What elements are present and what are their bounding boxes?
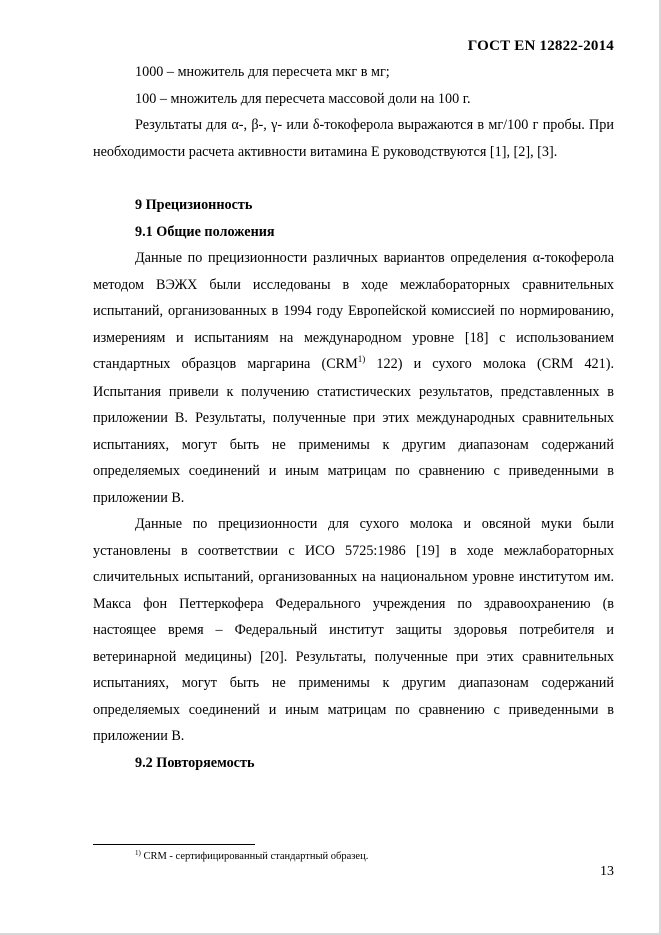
page-content [93,59,614,776]
section-heading-9-2: 9.2 Повторяемость [135,754,255,771]
precision-paragraph-2: Данные по прецизионности для сухого молока и овсяной муки были установлены в соответствии с ИСО 5725:1986 [19] в ходе межлабораторных сличительных испытаний, организованных на национальном уровне институтом им. Макса фон Петтеркофера Федерального учреждения по здравоохранению (в настоящее время – Федеральный институт защиты здоровья потребителя и ветеринарной медицины) [20]. Результаты, полученные при этих сравнительных испытаниях, могут быть не применимы к другим диапазонам содержаний определяемых соединений и иным матрицам по сравнению с приведенными в приложении В. [93,516,614,744]
footnote [135,850,368,864]
formula-legend-100: 100 – множитель для пересчета массовой доли на 100 г. [135,90,471,107]
footnote-ref: 1) [357,354,366,364]
precision-paragraph-1-part-b: 122) и сухого молока (CRM 421). Испытания привели к получению статистических результатов, представленных в приложении В. Результаты, полученные при этих международных сравнительных испытаниях, могут быть не применимы к другим диапазонам содержаний определяемых соединений и иным матрицам по сравнению с приведенными в приложении В. [93,356,614,506]
document-header: ГОСТ EN 12822-2014 [467,38,614,54]
page-number: 13 [600,864,614,879]
footnote-separator [93,844,255,845]
results-paragraph: Результаты для α-, β-, γ- или δ-токоферола выражаются в мг/100 г пробы. При необходимости расчета активности витамина Е руководствуются [1], [2], [3]. [93,117,614,160]
formula-legend-1000: 1000 – множитель для пересчета мкг в мг; [135,64,390,80]
footnote-mark: 1) [135,849,141,857]
precision-paragraph-1 [93,245,614,511]
section-heading-9-1: 9.1 Общие положения [135,223,275,240]
section-spacer [93,165,614,192]
footnote-text: CRM - сертифицированный стандартный образец. [140,851,369,862]
section-heading-9: 9 Прецизионность [135,197,253,213]
precision-paragraph-1-part-a: Данные по прецизионности различных вариантов определения α-токоферола методом ВЭЖХ были исследованы в ходе межлабораторных сравнительных испытаний, организованных в 1994 году Европейской комиссией по нормированию, измерениям и испытаниям на международном уровне [18] с использованием стандартных образцов маргарина (CRM [93,250,614,372]
